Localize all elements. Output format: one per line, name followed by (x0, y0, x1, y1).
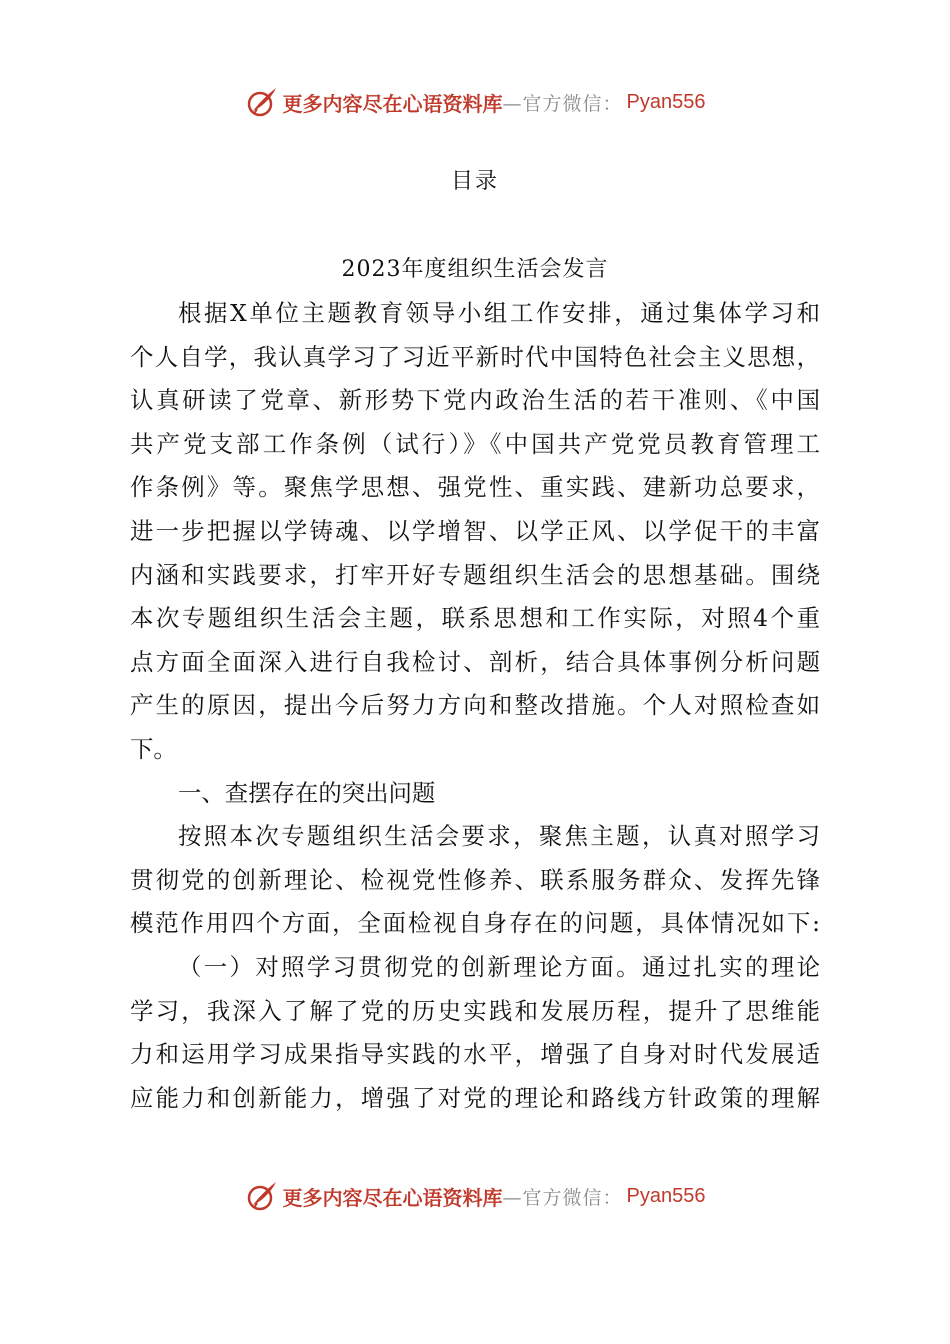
document-title: 2023年度组织生活会发言 (341, 257, 609, 282)
feather-pen-logo-icon (245, 1179, 279, 1213)
footer-watermark (0, 1176, 950, 1216)
text-line: 内涵和实践要求，打牢开好专题组织生活会的思想基础。围绕 (130, 560, 820, 589)
text-line: 点方面全面深入进行自我检讨、剖析，结合具体事例分析问题 (130, 647, 820, 676)
text-line: 产生的原因，提出今后努力方向和整改措施。个人对照检查如 (130, 691, 820, 720)
brand-text: 更多内容尽在心语资料库 (282, 1185, 503, 1210)
text-line: 学习，我深入了解了党的历史实践和发展历程，提升了思维能 (130, 996, 820, 1025)
official-wechat-label: —官方微信： (502, 92, 623, 115)
wechat-id: Pyan556 (626, 90, 706, 113)
header-watermark (0, 82, 950, 122)
text-line: 本次专题组织生活会主题，联系思想和工作实际，对照4个重 (130, 604, 820, 633)
feather-pen-logo-icon (245, 85, 279, 119)
text-line: 进一步把握以学铸魂、以学增智、以学正风、以学促干的丰富 (130, 516, 820, 545)
text-line: 作条例》等。聚焦学思想、强党性、重实践、建新功总要求， (130, 473, 820, 502)
text-line: （一）对照学习贯彻党的创新理论方面。通过扎实的理论 (178, 952, 820, 981)
toc-title: 目录 (450, 169, 499, 194)
brand-text: 更多内容尽在心语资料库 (282, 91, 503, 116)
text-line: 下。 (130, 734, 177, 763)
text-line: 按照本次专题组织生活会要求，聚焦主题，认真对照学习 (178, 822, 820, 851)
text-line: 贯彻党的创新理论、检视党性修养、联系服务群众、发挥先锋 (130, 865, 820, 894)
official-wechat-label: —官方微信： (502, 1186, 623, 1209)
text-line: 根据X单位主题教育领导小组工作安排，通过集体学习和 (178, 299, 820, 327)
text-line: 共产党支部工作条例（试行）》《中国共产党党员教育管理工 (130, 429, 820, 458)
text-line: 力和运用学习成果指导实践的水平，增强了自身对时代发展适 (130, 1040, 820, 1069)
text-line: 应能力和创新能力，增强了对党的理论和路线方针政策的理解 (130, 1083, 820, 1112)
section-heading: 一、查摆存在的突出问题 (178, 778, 436, 807)
text-line: 认真研读了党章、新形势下党内政治生活的若干准则、《中国 (130, 386, 820, 415)
text-line: 模范作用四个方面，全面检视自身存在的问题，具体情况如下: (130, 909, 820, 938)
wechat-id: Pyan556 (626, 1184, 706, 1207)
document-body (130, 292, 820, 1120)
text-line: 个人自学，我认真学习了习近平新时代中国特色社会主义思想， (130, 342, 820, 371)
